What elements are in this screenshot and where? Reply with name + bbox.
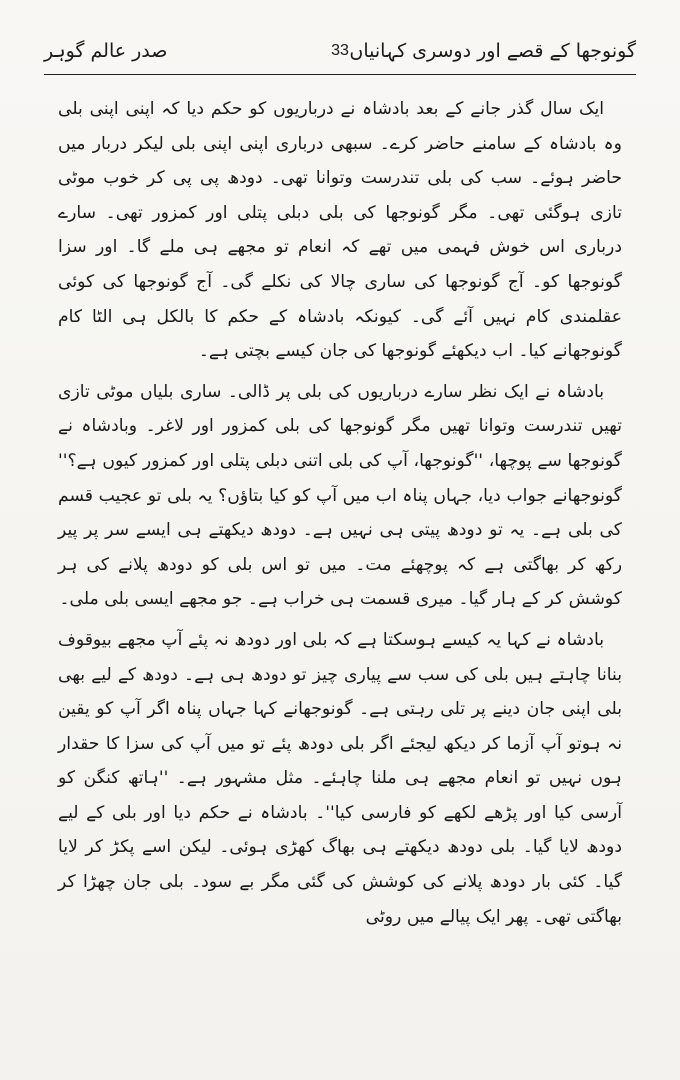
book-title: گونوجھا کے قصے اور دوسری کہانیاں	[349, 40, 636, 62]
paragraph-1: ایک سال گذر جانے کے بعد بادشاہ نے درباریوں کو حکم دیا کہ اپنی اپنی بلی وہ بادشاہ کے سامنے حاضر کرے۔ سبھی درباری اپنی اپنی بلی لیکر دربار میں حاضر ہوئے۔ سب کی بلی تندرست وتوانا تھی۔ دودھ پی پی کر خوب موٹی تازی ہوگئی تھی۔ مگر گونوجھا کی بلی دبلی پتلی اور کمزور تھی۔ سارے درباری اس خوش فہمی میں تھے کہ انعام تو مجھے ہی ملے گا۔ اور سزا گونوجھا کو۔ آج گونوجھا کی ساری چالا کی نکلے گی۔ آج گونوجھا کی کوئی عقلمندی کام نہیں آئے گی۔ کیونکہ بادشاہ کے حکم کا بالکل ہی الٹا کام گونوجھانے کیا۔ اب دیکھئے گونوجھا کی جان کیسے بچتی ہے۔	[58, 99, 622, 362]
running-header	[44, 36, 636, 70]
story-text	[58, 92, 622, 934]
header-divider	[44, 74, 636, 75]
paragraph-2: بادشاہ نے ایک نظر سارے درباریوں کی بلی پر ڈالی۔ ساری بلیاں موٹی تازی تھیں تندرست وتوانا تھیں مگر گونوجھا کی بلی کمزور اور لاغر۔ وبادشاہ نے گونوجھا سے پوچھا، ''گونوجھا، آپ کی بلی اتنی دبلی پتلی اور کمزور کیوں ہے؟'' گونوجھانے جواب دیا، جہاں پناہ اب میں آپ کو کیا بتاؤں؟ یہ بلی تو عجیب قسم کی بلی ہے۔ یہ تو دودھ پیتی ہی نہیں ہے۔ دودھ دیکھتے ہی ایسے سر پر پیر رکھ کر بھاگتی ہے کہ پوچھئے مت۔ میں تو اس بلی کو دودھ پلانے کی ہر کوشش کر کے ہار گیا۔ میری قسمت ہی خراب ہے۔ جو مجھے ایسی بلی ملی۔	[58, 381, 622, 610]
paragraph-3: بادشاہ نے کہا یہ کیسے ہوسکتا ہے کہ بلی اور دودھ نہ پئے آپ مجھے بیوقوف بنانا چاہتے ہیں بلی کی سب سے پیاری چیز تو دودھ ہی ہے۔ دودھ کے لیے بھی بلی اپنی جان دینے پر تلی رہتی ہے۔ گونوجھانے کہا جہاں پناہ اگر آپ کو یقین نہ ہوتو آپ آزما کر دیکھ لیجئے اگر بلی دودھ پئے تو میں آپ کی سزا کا حقدار ہوں نہیں تو انعام مجھے ہی ملنا چاہئے۔ مثل مشہور ہے۔ ''ہاتھ کنگن کو آرسی کیا اور پڑھے لکھے کو فارسی کیا''۔ بادشاہ نے حکم دیا اور بلی کے لیے دودھ لایا گیا۔ بلی دودھ دیکھتے ہی بھاگ کھڑی ہوئی۔ لیکن اسے پکڑ کر لایا گیا۔ کئی بار دودھ پلانے کی کوشش کی گئی مگر بے سود۔ بلی جان چھڑا کر بھاگتی تھی۔ پھر ایک پیالے میں روٹی	[58, 629, 622, 927]
page-number: 33	[331, 42, 349, 59]
author-name: صدر عالم گوہر	[44, 40, 168, 62]
